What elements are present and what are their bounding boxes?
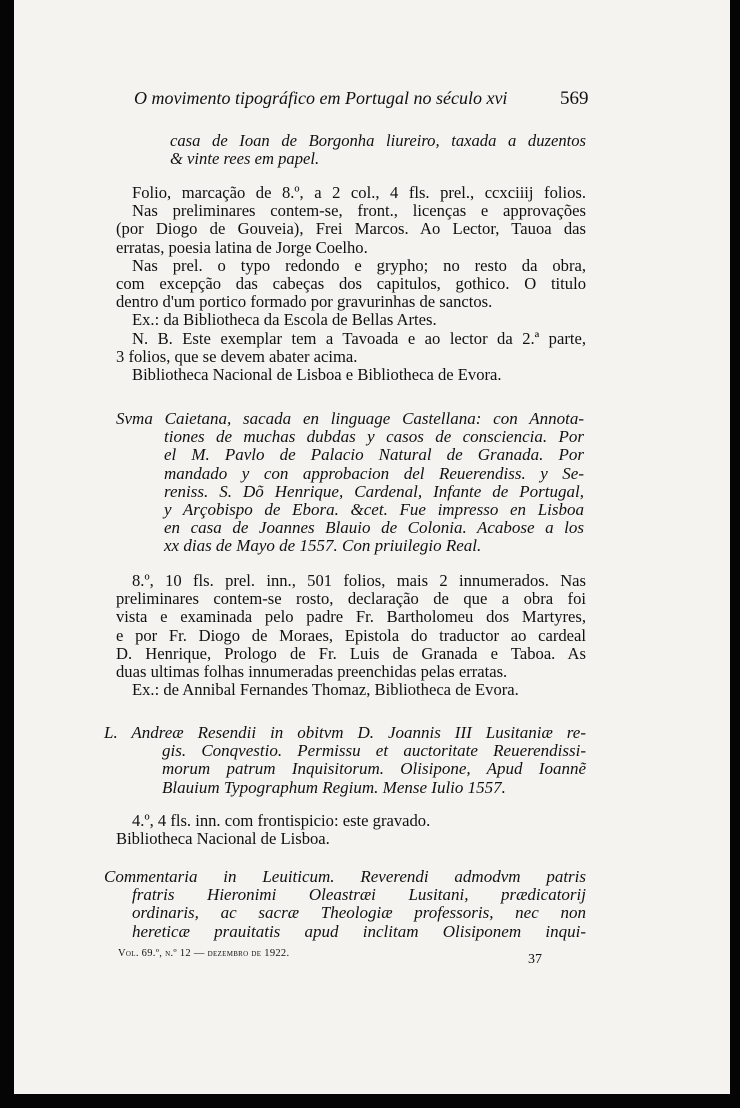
text-line: Nas preliminares contem-se, front., licenças e approvações xyxy=(132,201,586,221)
scan-right-border xyxy=(730,0,740,1108)
text-line: Commentaria in Leuiticum. Reverendi admodvm patris xyxy=(104,867,586,886)
entry4-title xyxy=(104,868,586,941)
text-line: Ex.: da Bibliotheca da Escola de Bellas Artes. xyxy=(132,310,437,330)
text-line: el M. Pavlo de Palacio Natural de Granada. Por xyxy=(164,445,584,465)
text-line: e por Fr. Diogo de Moraes, Epistola do traductor ao cardeal xyxy=(116,625,586,645)
text-line: 8.º, 10 fls. prel. inn., 501 folios, mais 2 innumerados. Nas xyxy=(132,571,586,590)
text-line: com excepção das cabeças dos capitulos, gothico. O titulo xyxy=(116,274,586,294)
entry2-description xyxy=(116,572,586,699)
entry1-title-tail xyxy=(170,132,586,168)
text-line: vista e examinada pelo padre Fr. Bartholomeu dos Martyres, xyxy=(116,607,586,627)
entry3-title xyxy=(104,724,586,797)
gathering-signature: 37 xyxy=(528,952,542,967)
text-line: 3 folios, que se devem abater acima. xyxy=(116,346,358,366)
text-line: ordinaris, ac sacræ Theologiæ professoris, nec non xyxy=(132,903,586,923)
text-line: mandado y con approbacion del Reuerendiss. y Se- xyxy=(164,463,584,483)
entry1-description xyxy=(116,184,586,384)
text-line: dentro d'um portico formado por gravurinhas de sanctos. xyxy=(116,292,493,312)
text-line: tiones de muchas dubdas y casos de consciencia. Por xyxy=(164,427,584,447)
text-line: en casa de Joannes Blauio de Colonia. Acabose a los xyxy=(164,518,584,538)
page-number: 569 xyxy=(560,88,589,109)
volume-footer: Vol. 69.º, n.º 12 — dezembro de 1922. xyxy=(118,948,290,959)
text-line: Nas prel. o typo redondo e grypho; no resto da obra, xyxy=(132,255,586,275)
text-line: gis. Conqvestio. Permissu et auctoritate Reuerendissi- xyxy=(162,741,586,761)
text-line: N. B. Este exemplar tem a Tavoada e ao lector da 2.ª parte, xyxy=(132,328,586,348)
text-line: Svma Caietana, sacada en linguage Castellana: con Annota- xyxy=(116,409,584,428)
text-line: y Arçobispo de Ebora. &cet. Fue impresso en Lisboa xyxy=(164,500,584,520)
text-line: casa de Ioan de Borgonha liureiro, taxada a duzentos xyxy=(170,131,586,150)
text-line: Bibliotheca Nacional de Lisboa e Bibliotheca de Evora. xyxy=(132,365,502,385)
scan-left-border xyxy=(0,0,14,1108)
text-line: & vinte rees em papel. xyxy=(170,149,320,169)
text-line: L. Andreæ Resendii in obitvm D. Joannis III Lusitaniæ re- xyxy=(104,723,586,742)
text-line: morum patrum Inquisitorum. Olisipone, Apud Ioannẽ xyxy=(162,759,586,779)
text-line: Bibliotheca Nacional de Lisboa. xyxy=(116,829,330,849)
text-line: (por Diogo de Gouveia), Frei Marcos. Ao Lector, Tauoa das xyxy=(116,219,586,239)
entry3-description xyxy=(116,812,586,848)
text-line: Ex.: de Annibal Fernandes Thomaz, Bibliotheca de Evora. xyxy=(132,680,519,700)
text-line: duas ultimas folhas innumeradas preenchidas pelas erratas. xyxy=(116,662,508,682)
text-line: 4.º, 4 fls. inn. com frontispicio: este gravado. xyxy=(132,811,431,830)
text-line: reniss. S. Dõ Henrique, Cardenal, Infante de Portugal, xyxy=(164,481,584,501)
entry2-title xyxy=(116,410,584,556)
text-line: xx dias de Mayo de 1557. Con priuilegio Real. xyxy=(164,536,482,556)
scan-bottom-border xyxy=(0,1094,740,1108)
text-line: Blauium Typographum Regium. Mense Iulio 1557. xyxy=(162,777,506,797)
text-line: fratris Hieronimi Oleastræi Lusitani, prædicatorij xyxy=(132,885,586,905)
text-line: erratas, poesia latina de Jorge Coelho. xyxy=(116,237,368,257)
text-line: preliminares contem-se rosto, declaração de que a obra foi xyxy=(116,589,586,609)
text-line: Folio, marcação de 8.º, a 2 col., 4 fls. prel., ccxciiij folios. xyxy=(132,183,586,202)
text-line: hereticæ prauitatis apud inclitam Olisiponem inqui- xyxy=(132,921,586,941)
running-title: O movimento tipográfico em Portugal no século xvi xyxy=(134,88,508,108)
text-line: D. Henrique, Prologo de Fr. Luis de Granada e Taboa. As xyxy=(116,643,586,663)
running-head xyxy=(134,88,590,109)
